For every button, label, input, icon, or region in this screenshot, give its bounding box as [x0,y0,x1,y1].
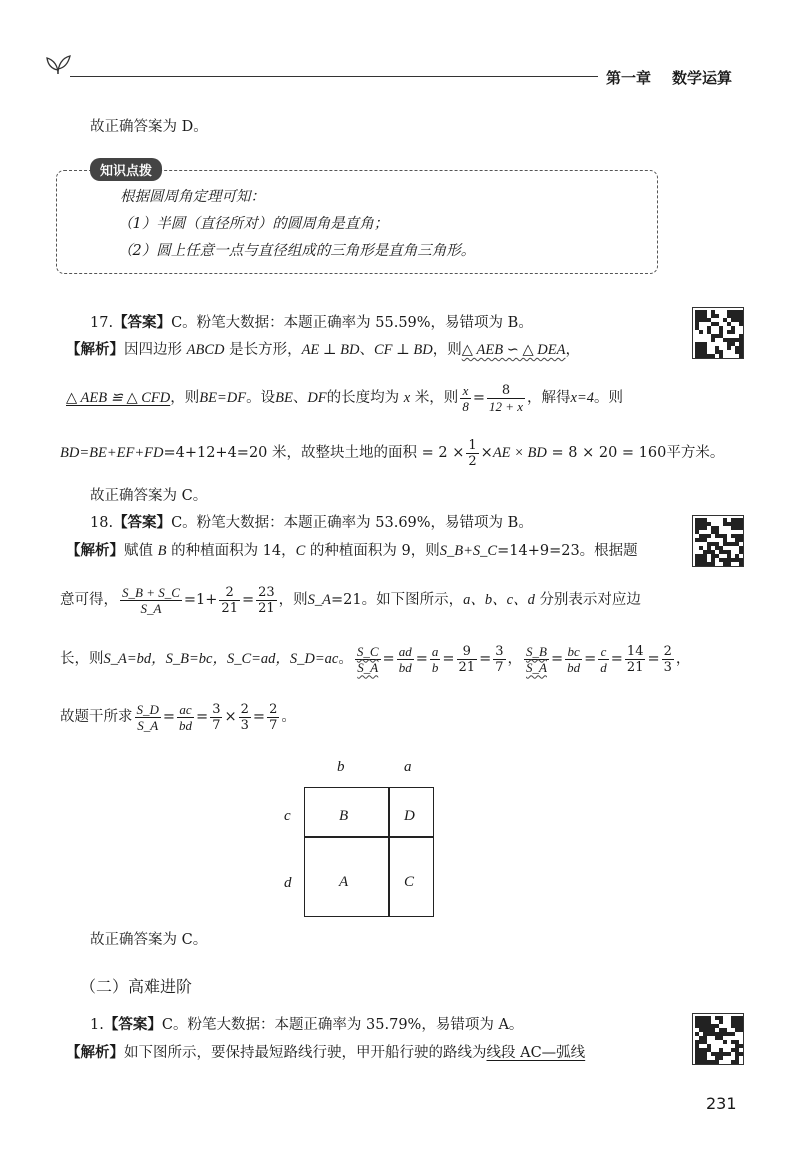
q18-exp-line-4: 故题干所求 $\frac{S\_D}{S\_A}$ = $\frac{ac}{bd}$ = $\frac{3}{7}$ × $\frac{2}{3}$ = $\frac{2}{7}$ 。 [60,701,296,733]
q17-exp-line-1 [66,340,580,360]
q18-conclusion: 故正确答案为 C。 [90,932,208,948]
fraction-numerator: 2 [240,701,249,717]
txt: ，解得 [527,390,571,406]
congruent-triangles: △ AEB ≌ △ CFD [66,390,171,406]
q18-answer [90,513,533,533]
txt: ，则 [278,592,308,608]
txt: ， [675,651,691,667]
txt: 因四边形 [124,342,182,358]
section-title: （二）高难进阶 [80,977,193,996]
fraction-denominator: S_A [526,659,547,675]
fraction [355,644,381,675]
txt: ，则 [170,390,200,406]
leaf-icon [44,52,72,76]
fraction-numerator: 3 [495,643,504,659]
q17-conclusion: 故正确答案为 C。 [90,488,208,504]
fraction-denominator: S_A [137,717,159,733]
txt: 故题干所求 [60,709,133,725]
fraction [256,585,277,616]
tip-line-3: （2）圆上任意一点与直径组成的三角形是直角三角形。 [118,243,476,259]
qr-code-icon[interactable] [692,1013,744,1065]
fraction-numerator: a [431,643,439,659]
cell-B: B [339,808,349,824]
txt: 如下图所示，要保持最短路线行驶，甲开船行驶的路线为 [124,1045,487,1061]
q17-answer-text: C。粉笔大数据：本题正确率为 55.59%，易错项为 B。 [171,315,533,331]
fraction [565,644,582,675]
adv1-answer-text: C。粉笔大数据：本题正确率为 35.79%，易错项为 A。 [161,1017,524,1033]
expr: S_A=bd，S_B=bc，S_C=ad，S_D=ac [103,651,339,667]
q17-exp-line-2 [66,378,623,418]
fraction-numerator: ac [177,702,194,718]
fraction-denominator: 12 + x [488,398,524,414]
area-diagram [304,787,434,917]
fraction [487,383,525,414]
txt: =14+9=23。根据题 [497,543,638,559]
qr-code-icon[interactable] [692,307,744,359]
fraction [662,644,674,675]
cell-D: D [404,808,415,824]
fraction [625,644,646,675]
adv1-answer [90,1015,523,1035]
txt: 。设 [246,390,276,406]
fraction-denominator: 21 [626,659,644,675]
txt: =4+12+4=20 米，故整块土地的面积 = 2 × [163,445,465,461]
fraction-numerator: 23 [258,584,275,600]
txt: × [480,445,493,461]
txt: 米，则 [414,390,459,406]
adv1-number: 1. [90,1017,104,1033]
q17-answer [90,313,533,333]
fraction-numerator: 14 [626,643,644,659]
fraction-denominator: bd [179,717,193,733]
fraction-numerator: S_B [526,643,547,659]
txt: =1+ [183,592,218,608]
expr: BE=DF [199,390,247,406]
fraction-numerator: x [460,383,471,399]
route-text: 线段 AC—弧线 [486,1045,586,1061]
txt: 、 [359,342,375,358]
tip-box-label: 知识点拨 [90,158,162,181]
qr-code-icon[interactable] [692,515,744,567]
fraction-denominator: 21 [458,659,476,675]
fraction [493,644,505,675]
var: BE [275,390,293,406]
fraction [239,702,251,733]
txt: = [472,390,485,406]
fraction-numerator: 2 [219,585,240,601]
fraction [120,585,182,616]
fraction-denominator: bd [398,659,412,675]
fraction-numerator: S_D [136,701,159,717]
label-a: a [404,759,412,775]
fraction-denominator: 8 [462,398,469,414]
cell-A: A [339,874,349,890]
fraction [397,644,414,675]
fraction [430,644,441,675]
txt: 分别表示对应边 [539,592,641,608]
fraction-denominator: 21 [258,600,275,616]
fraction-numerator: bc [565,644,582,660]
expr: x=4 [570,390,594,406]
fraction-numerator: ad [398,643,412,659]
tip-line-2: （1）半圆（直径所对）的圆周角是直角； [118,216,389,232]
fraction [267,702,279,733]
fraction-numerator: c [598,644,609,660]
q18-answer-text: C。粉笔大数据：本题正确率为 53.69%，易错项为 B。 [171,515,533,531]
var: DF [307,390,327,406]
expr: AE × BD [492,445,547,461]
txt: 赋值 [124,543,153,559]
fraction [210,702,222,733]
var: ABCD [186,342,225,358]
explanation-tag: 【解析】 [66,1045,124,1061]
fraction-denominator: 7 [495,659,504,675]
fraction-numerator: 8 [487,383,525,399]
txt: = 8 × 20 = 160平方米。 [551,445,725,461]
tip-line-1: 根据圆周角定理可知： [120,189,265,205]
fraction-denominator: 7 [269,717,278,733]
fraction-numerator: 2 [269,701,278,717]
fraction-denominator: S_A [357,659,379,675]
cell-C: C [404,874,415,890]
expr: CF ⊥ BD [374,342,433,358]
fraction [219,585,240,616]
chapter-title: 数学运算 [672,69,733,87]
fraction [598,644,609,675]
var: x [403,390,411,406]
fraction-denominator: bd [567,659,581,675]
label-c: c [284,808,291,824]
q17-exp-line-3 [60,433,724,473]
explanation-tag: 【解析】 [66,543,124,559]
fraction-denominator: 7 [212,717,221,733]
answer-tag: 【答案】 [113,515,172,531]
answer-tag: 【答案】 [103,1017,162,1033]
label-d: d [284,875,292,891]
fraction-denominator: 3 [663,659,672,675]
fraction-numerator: 3 [212,701,221,717]
adv1-exp-line-1 [66,1043,585,1063]
txt: 。 [338,651,353,667]
fraction-numerator: 9 [457,644,478,660]
fraction [524,644,549,675]
q18-number: 18. [90,515,114,531]
label-b: b [337,759,345,775]
txt: 。 [281,709,296,725]
similar-triangles: △ AEB ∽ △ DEA [461,342,566,358]
fraction-denominator: 2 [468,453,477,469]
horizontal-divider [305,836,433,838]
vertical-divider [388,788,390,916]
expr: S_B+S_C [439,543,498,559]
txt: 是长方形， [229,342,302,358]
txt: 长，则 [60,651,104,667]
txt: =21。如下图所示， [331,592,464,608]
fraction [177,702,194,733]
txt: ， [565,342,580,358]
txt: 。则 [594,390,623,406]
q18-exp-line-3: 长，则S_A=bd，S_B=bc，S_C=ad，S_D=ac。 $\frac{S\_C}{S\_A}$ = $\frac{ad}{bd}$ = $\frac{a}{b}$ = $\frac{9}{21}$ = $\frac{3}{7}$ ， $\frac{S\_B}{S\_A}$ = $\frac{bc}{bd}$ = $\frac{c}{d}$ = $\frac{14}{21}$ = $\frac{2}{3}$ ， [60,643,691,675]
txt: 的种植面积为 9，则 [309,543,440,559]
expr: BD=BE+EF+FD [60,445,164,461]
var: B [157,543,167,559]
txt: ， [507,651,522,667]
txt: 的种植面积为 14， [171,543,296,559]
q18-exp-line-1 [66,541,638,561]
txt: ，则 [432,342,462,358]
fraction-denominator: 3 [240,717,249,733]
expr: AE ⊥ BD [301,342,360,358]
chapter-label: 第一章 [606,69,652,87]
fraction [457,644,478,675]
page-number: 231 [706,1094,737,1113]
fraction-denominator: S_A [140,600,162,616]
fraction [460,383,471,414]
answer-tag: 【答案】 [113,315,172,331]
fraction [135,702,161,733]
expr: S_A [307,592,332,608]
fraction-numerator: S_C [356,643,379,659]
q18-exp-line-2 [60,580,641,620]
txt: 、 [292,390,308,406]
fraction-numerator: S_B + S_C [122,584,180,600]
txt: = [241,592,255,608]
q17-number: 17. [90,315,114,331]
var: C [295,543,306,559]
expr: a、b、c、d [463,592,535,608]
txt: 意可得， [60,592,118,608]
header-rule [70,76,598,77]
fraction-denominator: d [600,659,607,675]
txt: 的长度均为 [326,390,400,406]
txt: × [224,709,237,725]
fraction-denominator: b [431,659,439,675]
fraction-numerator: 1 [468,437,477,453]
fraction-numerator: 2 [663,643,672,659]
fraction [466,438,478,469]
fraction-denominator: 21 [221,600,238,616]
intro-answer: 故正确答案为 D。 [90,119,208,135]
explanation-tag: 【解析】 [66,342,124,358]
